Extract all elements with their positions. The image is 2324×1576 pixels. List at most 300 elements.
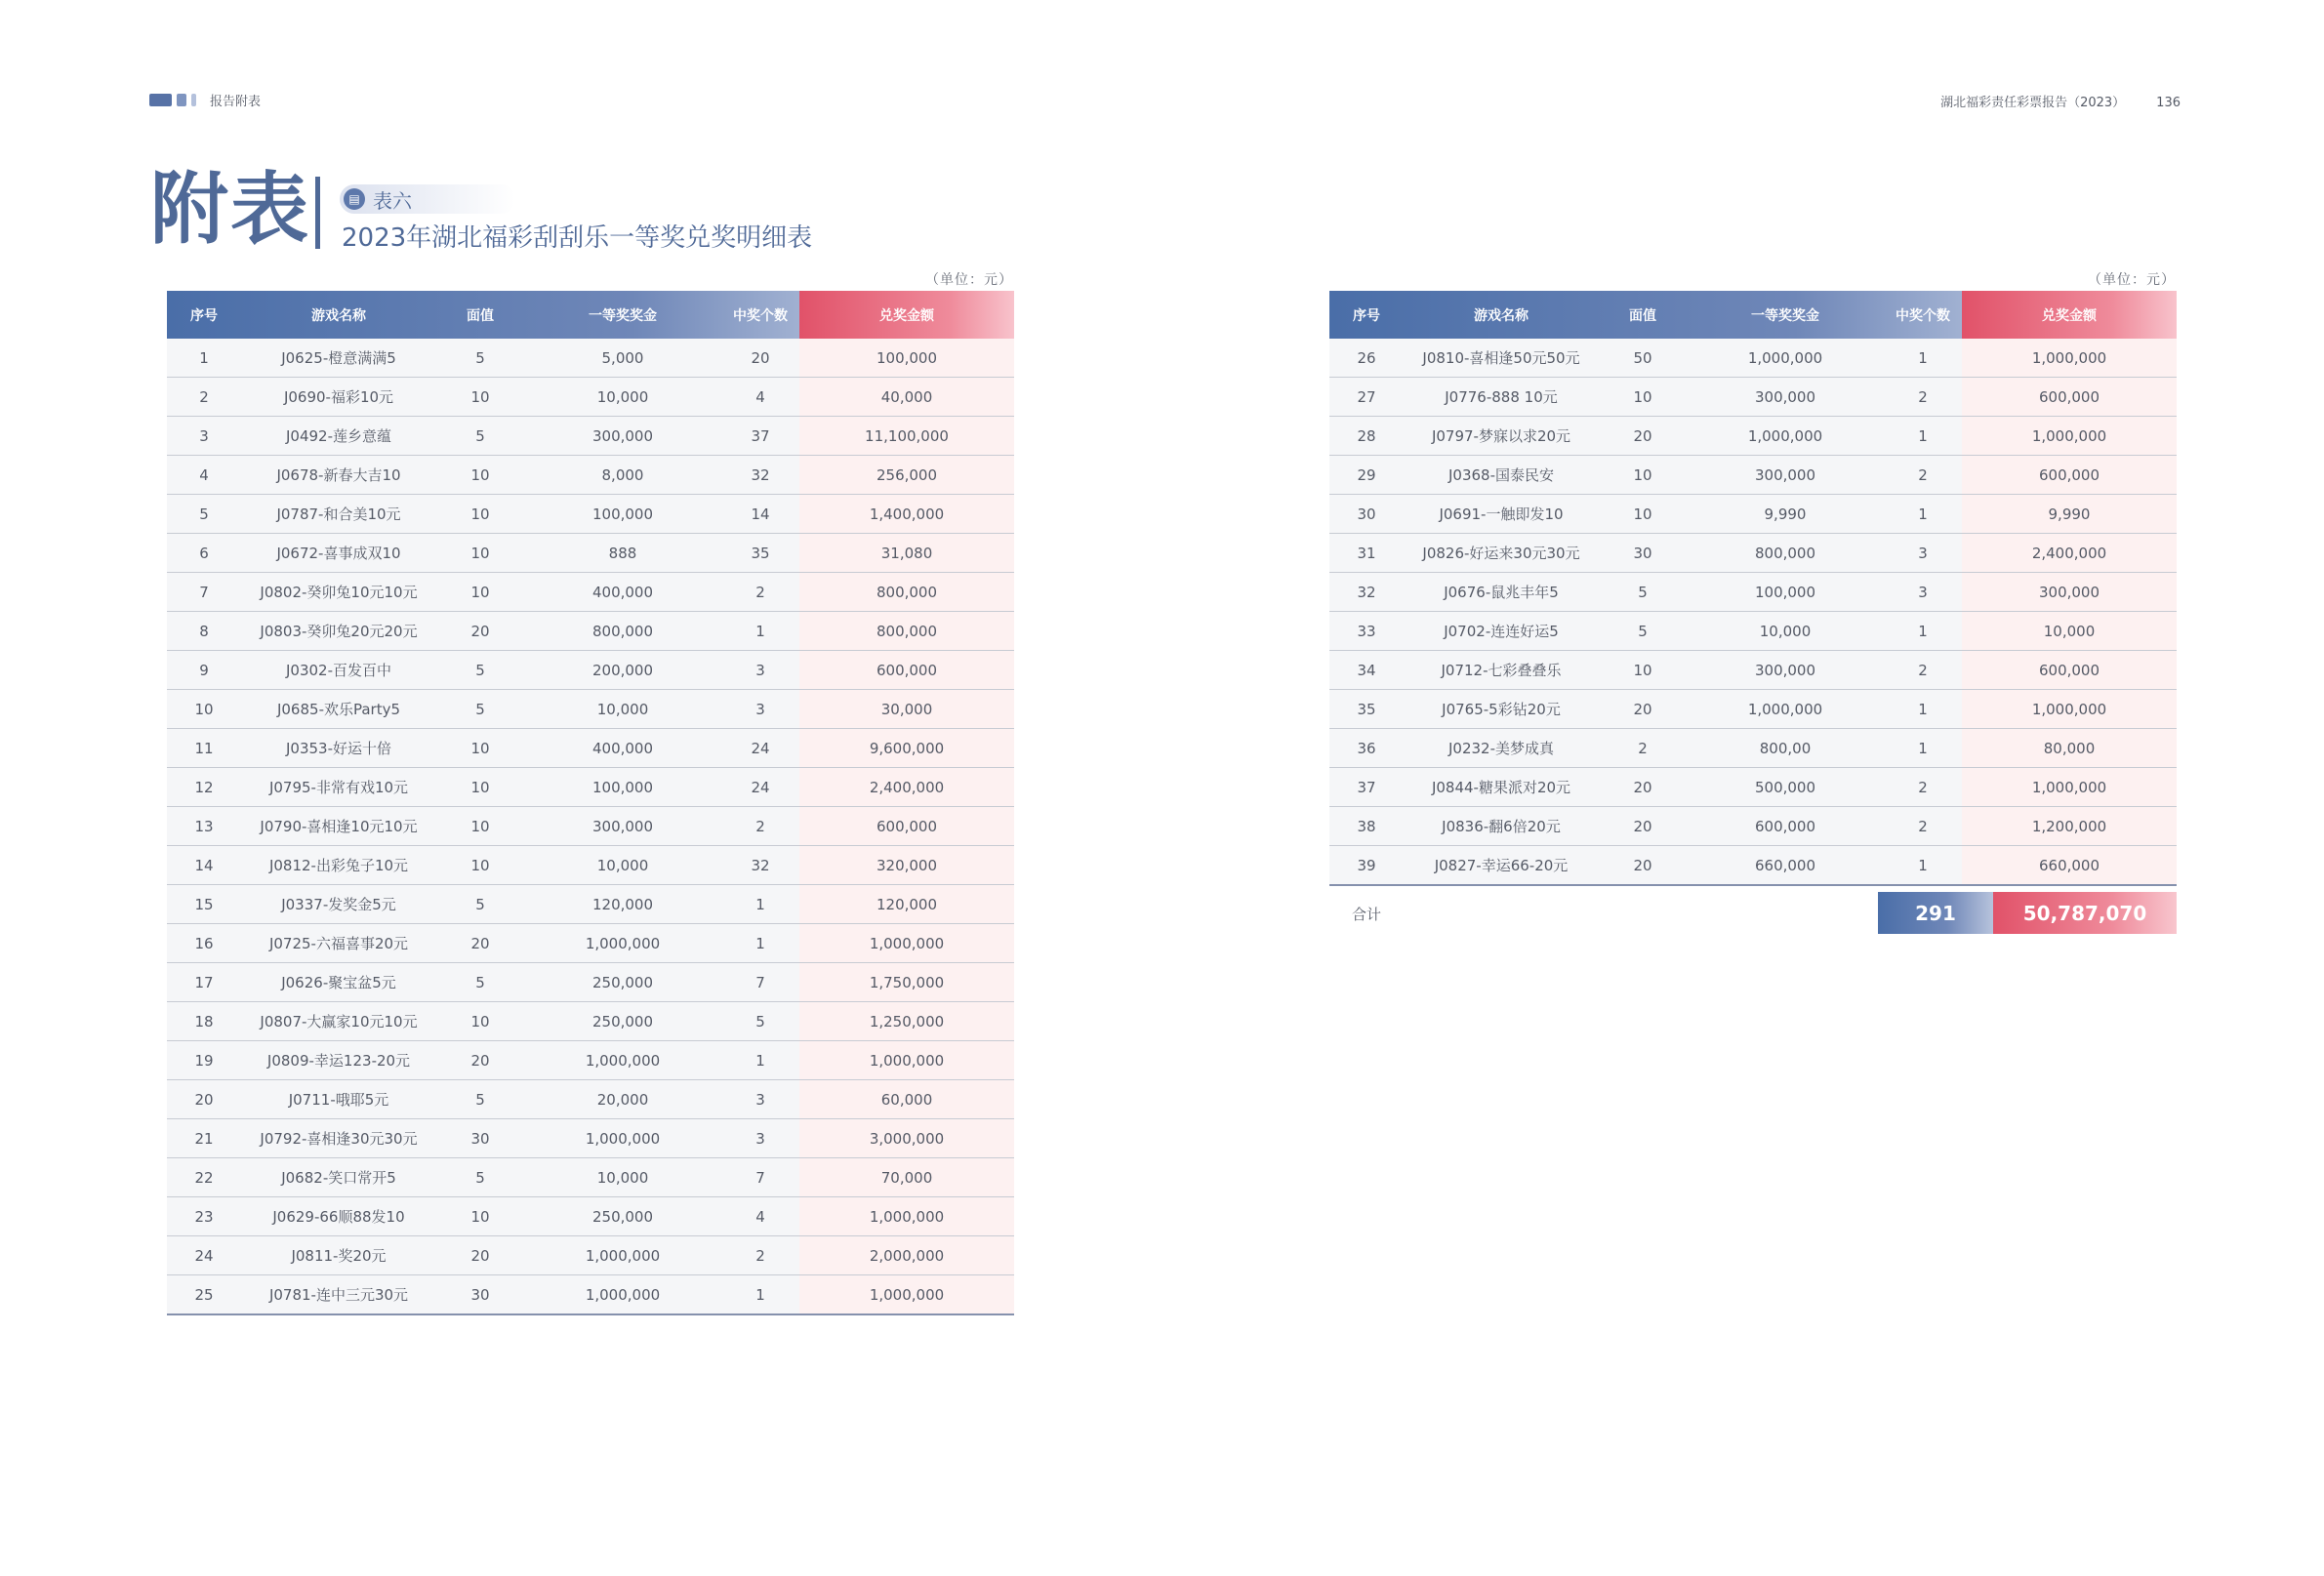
cell-game-name: J0672-喜事成双10 [241, 534, 436, 573]
cell-game-name: J0682-笑口常开5 [241, 1158, 436, 1197]
cell-top-prize: 5,000 [524, 339, 721, 378]
cell-face-value: 10 [436, 456, 524, 495]
cell-game-name: J0702-连连好运5 [1404, 612, 1599, 651]
cell-win-count: 1 [721, 924, 799, 963]
cell-payout: 256,000 [799, 456, 1014, 495]
header-block-icon [177, 94, 186, 106]
cell-index: 15 [167, 885, 241, 924]
cell-win-count: 1 [721, 612, 799, 651]
cell-face-value: 20 [436, 924, 524, 963]
total-win-count: 291 [1878, 892, 1993, 934]
cell-top-prize: 300,000 [1687, 456, 1884, 495]
cell-payout: 9,600,000 [799, 729, 1014, 768]
cell-top-prize: 300,000 [1687, 378, 1884, 417]
table-row [167, 1002, 1014, 1041]
cell-payout: 11,100,000 [799, 417, 1014, 456]
cell-win-count: 1 [721, 885, 799, 924]
cell-payout: 1,000,000 [1962, 768, 2177, 807]
cell-win-count: 3 [721, 1119, 799, 1158]
cell-payout: 300,000 [1962, 573, 2177, 612]
cell-index: 24 [167, 1236, 241, 1275]
cell-index: 6 [167, 534, 241, 573]
cell-index: 29 [1329, 456, 1404, 495]
table-row [1329, 417, 2177, 456]
cell-index: 39 [1329, 846, 1404, 886]
cell-face-value: 5 [436, 885, 524, 924]
cell-win-count: 4 [721, 1197, 799, 1236]
table-row [1329, 768, 2177, 807]
cell-index: 27 [1329, 378, 1404, 417]
table-row [167, 417, 1014, 456]
table-row [167, 456, 1014, 495]
cell-index: 1 [167, 339, 241, 378]
cell-top-prize: 8,000 [524, 456, 721, 495]
cell-top-prize: 20,000 [524, 1080, 721, 1119]
cell-face-value: 10 [436, 1002, 524, 1041]
cell-face-value: 10 [1599, 495, 1687, 534]
table-row [1329, 807, 2177, 846]
cell-payout: 600,000 [1962, 378, 2177, 417]
table-row [1329, 651, 2177, 690]
cell-win-count: 3 [721, 1080, 799, 1119]
cell-top-prize: 1,000,000 [524, 1041, 721, 1080]
cell-win-count: 3 [721, 690, 799, 729]
table-row [167, 612, 1014, 651]
cell-face-value: 10 [436, 729, 524, 768]
prize-table-right [1329, 291, 2177, 886]
cell-face-value: 10 [436, 534, 524, 573]
cell-payout: 2,000,000 [799, 1236, 1014, 1275]
cell-face-value: 30 [1599, 534, 1687, 573]
cell-top-prize: 1,000,000 [524, 924, 721, 963]
cell-payout: 2,400,000 [1962, 534, 2177, 573]
cell-index: 2 [167, 378, 241, 417]
cell-payout: 31,080 [799, 534, 1014, 573]
cell-index: 10 [167, 690, 241, 729]
cell-face-value: 10 [436, 573, 524, 612]
cell-payout: 1,000,000 [1962, 417, 2177, 456]
cell-payout: 600,000 [1962, 651, 2177, 690]
col-header-top-prize: 一等奖奖金 [589, 307, 657, 324]
cell-win-count: 24 [721, 729, 799, 768]
cell-index: 28 [1329, 417, 1404, 456]
cell-top-prize: 800,000 [1687, 534, 1884, 573]
cell-index: 8 [167, 612, 241, 651]
cell-index: 14 [167, 846, 241, 885]
cell-win-count: 7 [721, 963, 799, 1002]
cell-win-count: 5 [721, 1002, 799, 1041]
cell-face-value: 5 [436, 1080, 524, 1119]
cell-win-count: 1 [1884, 339, 1962, 378]
cell-index: 38 [1329, 807, 1404, 846]
cell-game-name: J0809-幸运123-20元 [241, 1041, 436, 1080]
cell-face-value: 2 [1599, 729, 1687, 768]
cell-index: 31 [1329, 534, 1404, 573]
cell-top-prize: 300,000 [524, 417, 721, 456]
total-payout: 50,787,070 [1993, 892, 2177, 934]
cell-game-name: J0797-梦寐以求20元 [1404, 417, 1599, 456]
cell-win-count: 2 [1884, 378, 1962, 417]
table-row [1329, 612, 2177, 651]
cell-payout: 80,000 [1962, 729, 2177, 768]
cell-index: 3 [167, 417, 241, 456]
cell-payout: 1,250,000 [799, 1002, 1014, 1041]
cell-face-value: 20 [436, 1041, 524, 1080]
cell-win-count: 2 [721, 573, 799, 612]
cell-payout: 10,000 [1962, 612, 2177, 651]
cell-win-count: 2 [1884, 651, 1962, 690]
cell-game-name: J0781-连中三元30元 [241, 1275, 436, 1315]
table-tag [340, 184, 515, 214]
cell-index: 23 [167, 1197, 241, 1236]
cell-face-value: 10 [436, 846, 524, 885]
col-header-face-value: 面值 [467, 307, 494, 324]
cell-win-count: 1 [1884, 690, 1962, 729]
cell-top-prize: 10,000 [524, 690, 721, 729]
cell-payout: 3,000,000 [799, 1119, 1014, 1158]
cell-top-prize: 100,000 [524, 495, 721, 534]
cell-top-prize: 10,000 [524, 378, 721, 417]
cell-top-prize: 10,000 [524, 1158, 721, 1197]
cell-index: 32 [1329, 573, 1404, 612]
cell-face-value: 10 [436, 495, 524, 534]
cell-top-prize: 250,000 [524, 963, 721, 1002]
cell-face-value: 30 [436, 1119, 524, 1158]
section-label: 报告附表 [210, 94, 262, 109]
cell-payout: 800,000 [799, 573, 1014, 612]
cell-top-prize: 10,000 [524, 846, 721, 885]
cell-win-count: 32 [721, 456, 799, 495]
cell-game-name: J0690-福彩10元 [241, 378, 436, 417]
cell-face-value: 5 [436, 339, 524, 378]
table-row [1329, 534, 2177, 573]
cell-win-count: 2 [1884, 768, 1962, 807]
cell-payout: 1,000,000 [799, 1275, 1014, 1315]
cell-index: 25 [167, 1275, 241, 1315]
cell-face-value: 20 [436, 1236, 524, 1275]
table-row [167, 1119, 1014, 1158]
table-row [167, 1197, 1014, 1236]
cell-win-count: 3 [1884, 573, 1962, 612]
cell-payout: 1,750,000 [799, 963, 1014, 1002]
cell-game-name: J0802-癸卯兔10元10元 [241, 573, 436, 612]
cell-face-value: 20 [1599, 807, 1687, 846]
cell-top-prize: 400,000 [524, 729, 721, 768]
unit-note-right: （单位：元） [2088, 272, 2176, 288]
table-row [1329, 495, 2177, 534]
cell-index: 5 [167, 495, 241, 534]
cell-game-name: J0826-好运来30元30元 [1404, 534, 1599, 573]
table-row [1329, 339, 2177, 378]
cell-game-name: J0711-哦耶5元 [241, 1080, 436, 1119]
cell-win-count: 24 [721, 768, 799, 807]
table-header-row [1329, 291, 2177, 339]
col-header-win-count: 中奖个数 [733, 307, 788, 324]
cell-payout: 60,000 [799, 1080, 1014, 1119]
table-row [167, 690, 1014, 729]
cell-win-count: 3 [721, 651, 799, 690]
cell-index: 9 [167, 651, 241, 690]
cell-top-prize: 250,000 [524, 1197, 721, 1236]
cell-payout: 1,000,000 [799, 1041, 1014, 1080]
cell-payout: 100,000 [799, 339, 1014, 378]
cell-win-count: 4 [721, 378, 799, 417]
cell-top-prize: 800,000 [524, 612, 721, 651]
cell-win-count: 1 [1884, 846, 1962, 886]
table-row [1329, 690, 2177, 729]
cell-win-count: 20 [721, 339, 799, 378]
col-header-face-value: 面值 [1629, 307, 1656, 324]
table-row [1329, 573, 2177, 612]
table-row [167, 963, 1014, 1002]
cell-face-value: 10 [436, 807, 524, 846]
cell-index: 30 [1329, 495, 1404, 534]
cell-index: 13 [167, 807, 241, 846]
table-header-row [167, 291, 1014, 339]
table-row [167, 1236, 1014, 1275]
cell-game-name: J0625-橙意满满5 [241, 339, 436, 378]
cell-face-value: 30 [436, 1275, 524, 1315]
cell-index: 19 [167, 1041, 241, 1080]
table-row [167, 1275, 1014, 1315]
table-row [1329, 846, 2177, 886]
cell-face-value: 20 [1599, 417, 1687, 456]
cell-payout: 2,400,000 [799, 768, 1014, 807]
cell-top-prize: 1,000,000 [1687, 690, 1884, 729]
title-divider [315, 177, 320, 249]
cell-payout: 120,000 [799, 885, 1014, 924]
cell-game-name: J0353-好运十倍 [241, 729, 436, 768]
table-row [167, 1158, 1014, 1197]
cell-payout: 1,000,000 [1962, 690, 2177, 729]
col-header-win-count: 中奖个数 [1896, 307, 1950, 324]
cell-top-prize: 250,000 [524, 1002, 721, 1041]
cell-index: 26 [1329, 339, 1404, 378]
cell-win-count: 14 [721, 495, 799, 534]
cell-game-name: J0795-非常有戏10元 [241, 768, 436, 807]
cell-payout: 1,400,000 [799, 495, 1014, 534]
cell-win-count: 2 [1884, 807, 1962, 846]
table-row [167, 846, 1014, 885]
cell-top-prize: 1,000,000 [1687, 339, 1884, 378]
table-row [167, 807, 1014, 846]
table-row [167, 768, 1014, 807]
total-label: 合计 [1352, 906, 1382, 923]
cell-index: 7 [167, 573, 241, 612]
cell-win-count: 1 [1884, 417, 1962, 456]
cell-top-prize: 300,000 [524, 807, 721, 846]
table-tag-label: 表六 [373, 188, 412, 213]
table-row [167, 495, 1014, 534]
cell-face-value: 5 [1599, 612, 1687, 651]
cell-payout: 1,000,000 [799, 924, 1014, 963]
cell-top-prize: 100,000 [1687, 573, 1884, 612]
cell-payout: 600,000 [799, 807, 1014, 846]
cell-index: 17 [167, 963, 241, 1002]
table-row [167, 573, 1014, 612]
cell-game-name: J0765-5彩钻20元 [1404, 690, 1599, 729]
cell-payout: 1,000,000 [799, 1197, 1014, 1236]
cell-top-prize: 9,990 [1687, 495, 1884, 534]
cell-face-value: 10 [436, 378, 524, 417]
cell-face-value: 5 [1599, 573, 1687, 612]
cell-face-value: 5 [436, 690, 524, 729]
cell-index: 35 [1329, 690, 1404, 729]
cell-payout: 600,000 [799, 651, 1014, 690]
cell-top-prize: 1,000,000 [1687, 417, 1884, 456]
col-header-game: 游戏名称 [1474, 307, 1529, 324]
cell-top-prize: 400,000 [524, 573, 721, 612]
table-row [167, 378, 1014, 417]
cell-win-count: 1 [721, 1041, 799, 1080]
cell-face-value: 20 [1599, 768, 1687, 807]
cell-game-name: J0685-欢乐Party5 [241, 690, 436, 729]
cell-game-name: J0827-幸运66-20元 [1404, 846, 1599, 886]
cell-index: 22 [167, 1158, 241, 1197]
col-header-payout: 兑奖金额 [1962, 291, 2177, 339]
cell-payout: 600,000 [1962, 456, 2177, 495]
cell-game-name: J0676-鼠兆丰年5 [1404, 573, 1599, 612]
cell-face-value: 20 [436, 612, 524, 651]
cell-face-value: 10 [436, 1197, 524, 1236]
cell-game-name: J0812-出彩兔子10元 [241, 846, 436, 885]
table-row [167, 651, 1014, 690]
cell-top-prize: 300,000 [1687, 651, 1884, 690]
cell-index: 20 [167, 1080, 241, 1119]
cell-game-name: J0803-癸卯兔20元20元 [241, 612, 436, 651]
cell-index: 4 [167, 456, 241, 495]
cell-game-name: J0807-大赢家10元10元 [241, 1002, 436, 1041]
cell-win-count: 37 [721, 417, 799, 456]
cell-payout: 70,000 [799, 1158, 1014, 1197]
cell-face-value: 5 [436, 963, 524, 1002]
cell-game-name: J0712-七彩叠叠乐 [1404, 651, 1599, 690]
cell-payout: 660,000 [1962, 846, 2177, 886]
cell-top-prize: 200,000 [524, 651, 721, 690]
cell-index: 34 [1329, 651, 1404, 690]
cell-index: 21 [167, 1119, 241, 1158]
cell-top-prize: 500,000 [1687, 768, 1884, 807]
cell-face-value: 10 [436, 768, 524, 807]
cell-index: 36 [1329, 729, 1404, 768]
appendix-title: 附表 [150, 164, 310, 255]
cell-game-name: J0232-美梦成真 [1404, 729, 1599, 768]
cell-face-value: 50 [1599, 339, 1687, 378]
cell-payout: 40,000 [799, 378, 1014, 417]
table-row [1329, 378, 2177, 417]
section-header [149, 92, 261, 107]
table-row [1329, 456, 2177, 495]
cell-index: 16 [167, 924, 241, 963]
col-header-index: 序号 [1353, 307, 1380, 324]
cell-payout: 800,000 [799, 612, 1014, 651]
cell-game-name: J0302-百发百中 [241, 651, 436, 690]
cell-top-prize: 10,000 [1687, 612, 1884, 651]
table-title: 2023年湖北福彩刮刮乐一等奖兑奖明细表 [342, 223, 813, 253]
cell-win-count: 2 [721, 807, 799, 846]
cell-game-name: J0691-一触即发10 [1404, 495, 1599, 534]
cell-game-name: J0790-喜相逢10元10元 [241, 807, 436, 846]
cell-face-value: 20 [1599, 846, 1687, 886]
cell-game-name: J0626-聚宝盆5元 [241, 963, 436, 1002]
cell-win-count: 35 [721, 534, 799, 573]
cell-win-count: 7 [721, 1158, 799, 1197]
col-header-top-prize: 一等奖奖金 [1751, 307, 1819, 324]
cell-game-name: J0337-发奖金5元 [241, 885, 436, 924]
unit-note-left: （单位：元） [925, 272, 1013, 288]
cell-top-prize: 600,000 [1687, 807, 1884, 846]
cell-top-prize: 1,000,000 [524, 1236, 721, 1275]
cell-face-value: 10 [1599, 651, 1687, 690]
table-row [167, 885, 1014, 924]
cell-game-name: J0792-喜相逢30元30元 [241, 1119, 436, 1158]
table-row [167, 339, 1014, 378]
cell-face-value: 10 [1599, 378, 1687, 417]
table-row [1329, 729, 2177, 768]
table-row [167, 534, 1014, 573]
cell-game-name: J0629-66顺88发10 [241, 1197, 436, 1236]
col-header-payout: 兑奖金额 [799, 291, 1014, 339]
cell-game-name: J0368-国泰民安 [1404, 456, 1599, 495]
cell-payout: 9,990 [1962, 495, 2177, 534]
cell-top-prize: 100,000 [524, 768, 721, 807]
cell-face-value: 20 [1599, 690, 1687, 729]
cell-win-count: 1 [1884, 729, 1962, 768]
header-block-icon [149, 94, 172, 106]
running-header [1940, 92, 2181, 110]
cell-win-count: 32 [721, 846, 799, 885]
table-row [167, 1080, 1014, 1119]
cell-top-prize: 1,000,000 [524, 1275, 721, 1315]
cell-win-count: 1 [1884, 612, 1962, 651]
page-number: 136 [2156, 96, 2181, 110]
cell-win-count: 3 [1884, 534, 1962, 573]
cell-face-value: 10 [1599, 456, 1687, 495]
cell-win-count: 1 [1884, 495, 1962, 534]
cell-win-count: 1 [721, 1275, 799, 1315]
cell-top-prize: 800,00 [1687, 729, 1884, 768]
col-header-index: 序号 [190, 307, 218, 324]
report-title: 湖北福彩责任彩票报告（2023） [1940, 96, 2126, 110]
cell-face-value: 5 [436, 651, 524, 690]
cell-win-count: 2 [1884, 456, 1962, 495]
cell-game-name: J0678-新春大吉10 [241, 456, 436, 495]
cell-payout: 320,000 [799, 846, 1014, 885]
cell-index: 11 [167, 729, 241, 768]
cell-game-name: J0810-喜相逢50元50元 [1404, 339, 1599, 378]
cell-game-name: J0787-和合美10元 [241, 495, 436, 534]
cell-top-prize: 120,000 [524, 885, 721, 924]
cell-payout: 1,000,000 [1962, 339, 2177, 378]
cell-index: 37 [1329, 768, 1404, 807]
cell-top-prize: 888 [524, 534, 721, 573]
cell-game-name: J0776-888 10元 [1404, 378, 1599, 417]
header-block-icon [191, 94, 196, 106]
cell-face-value: 5 [436, 1158, 524, 1197]
cell-game-name: J0836-翻6倍20元 [1404, 807, 1599, 846]
cell-top-prize: 1,000,000 [524, 1119, 721, 1158]
cell-payout: 30,000 [799, 690, 1014, 729]
col-header-game: 游戏名称 [311, 307, 366, 324]
cell-game-name: J0811-奖20元 [241, 1236, 436, 1275]
cell-payout: 1,200,000 [1962, 807, 2177, 846]
cell-game-name: J0492-莲乡意蕴 [241, 417, 436, 456]
cell-index: 12 [167, 768, 241, 807]
cell-face-value: 5 [436, 417, 524, 456]
cell-game-name: J0844-糖果派对20元 [1404, 768, 1599, 807]
table-row [167, 1041, 1014, 1080]
cell-game-name: J0725-六福喜事20元 [241, 924, 436, 963]
